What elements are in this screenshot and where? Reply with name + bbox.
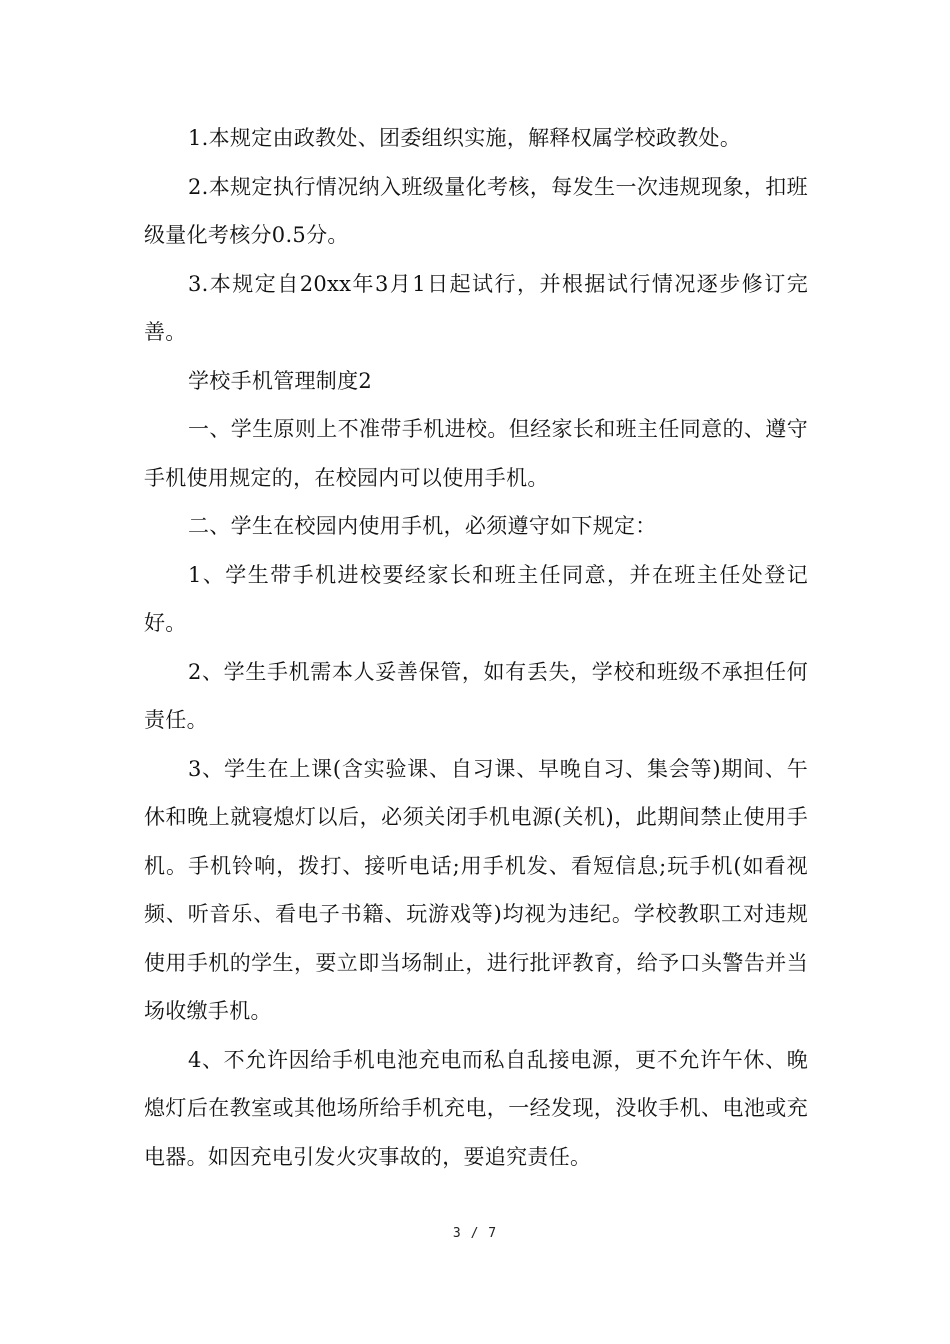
paragraph-item-3: 3、学生在上课(含实验课、自习课、早晚自习、集会等)期间、午休和晚上就寝熄灯以后，必须关闭手机电源(关机)，此期间禁止使用手机。手机铃响，拨打、接听电话;用手机发、看短信息;玩手机(如看视频、听音乐、看电子书籍、玩游戏等)均视为违纪。学校教职工对违规使用手机的学生，要立即当场制止，进行批评教育，给予口头警告并当场收缴手机。 (144, 756, 808, 1023)
paragraph-rule-3: 3.本规定自20xx年3月1日起试行，并根据试行情况逐步修订完善。 (144, 271, 808, 344)
paragraph-item-4: 4、不允许因给手机电池充电而私自乱接电源，更不允许午休、晚熄灯后在教室或其他场所给手机充电，一经发现，没收手机、电池或充电器。如因充电引发火灾事故的，要追究责任。 (144, 1047, 808, 1169)
paragraph-article-2: 二、学生在校园内使用手机，必须遵守如下规定： (188, 514, 657, 538)
paragraph-rule-1: 1.本规定由政教处、团委组织实施，解释权属学校政教处。 (188, 126, 742, 150)
paragraph-rule-2: 2.本规定执行情况纳入班级量化考核，每发生一次违规现象，扣班级量化考核分0.5分。 (144, 174, 808, 247)
section-heading: 学校手机管理制度2 (188, 368, 373, 393)
page-number: 3 / 7 (452, 1226, 498, 1241)
paragraph-item-1: 1、学生带手机进校要经家长和班主任同意，并在班主任处登记好。 (144, 562, 808, 635)
paragraph-article-1: 一、学生原则上不准带手机进校。但经家长和班主任同意的、遵守手机使用规定的，在校园内可以使用手机。 (144, 417, 808, 490)
document-body (144, 114, 808, 1181)
paragraph-item-2: 2、学生手机需本人妥善保管，如有丢失，学校和班级不承担任何责任。 (144, 659, 808, 732)
